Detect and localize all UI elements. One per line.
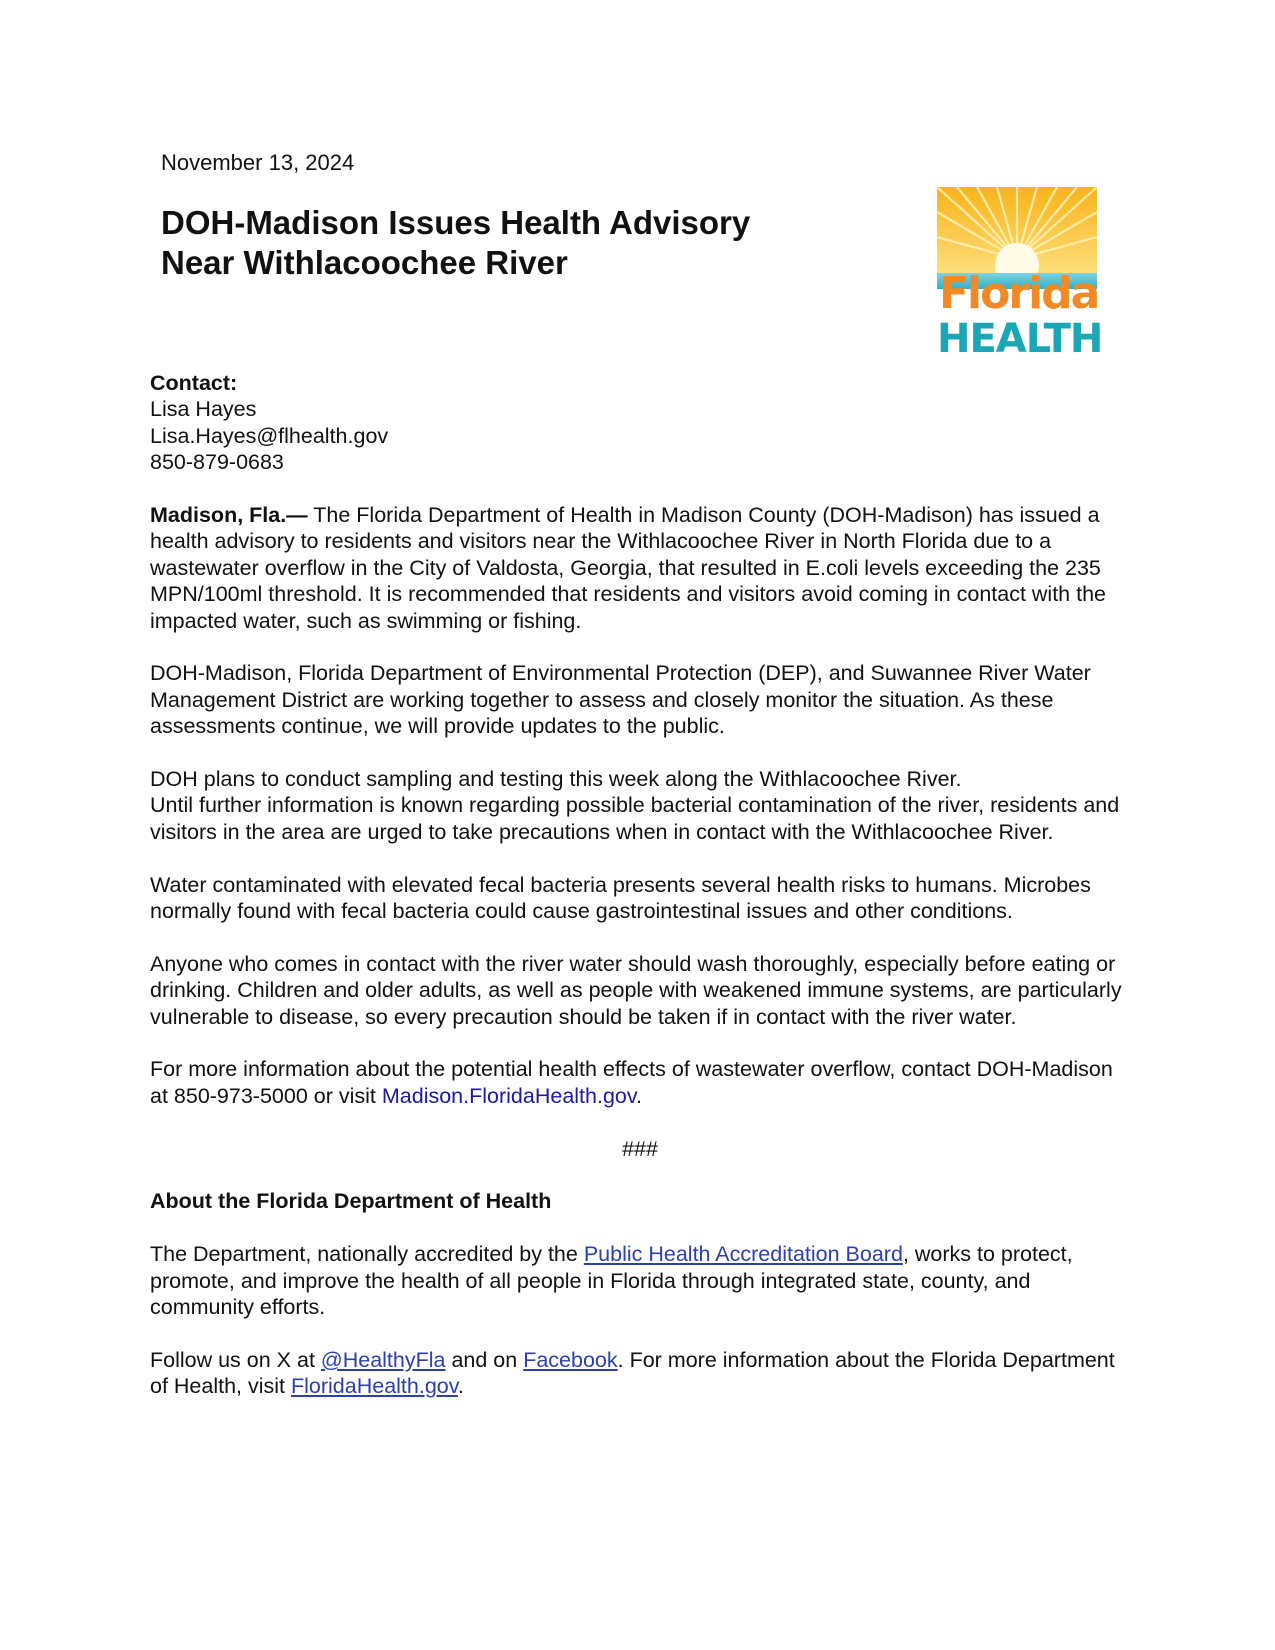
paragraph-3-line-1: DOH plans to conduct sampling and testing this week along the Withlacoochee River.: [150, 767, 962, 792]
floridahealth-link[interactable]: FloridaHealth.gov: [291, 1374, 458, 1399]
logo-word-health: HEALTH: [937, 316, 1103, 362]
florida-health-logo: [937, 187, 1103, 367]
contact-label: Contact:: [150, 371, 238, 395]
logo-word-florida: Florida: [939, 268, 1099, 319]
madison-health-link[interactable]: Madison.FloridaHealth.gov: [381, 1083, 637, 1108]
paragraph-5: Anyone who comes in contact with the river water should wash thoroughly, especially before eating or drinking. Children and older adults, as well as people with weakened immune systems, are particularly vulnerable to disease, so every precaution should be taken if in contact with the river water.: [150, 951, 1122, 1029]
about-p2-text-b: and on: [445, 1347, 524, 1372]
release-date: November 13, 2024: [161, 150, 355, 175]
press-release-body: [150, 370, 1130, 1426]
paragraph-1-text: The Florida Department of Health in Madison County (DOH-Madison) has issued a health advisory to residents and visitors near the Withlacoochee River in North Florida due to a wastewater overflow in the City of Valdosta, Georgia, that resulted in E.coli levels exceeding the 235 MPN/100ml threshold. It is recommended that residents and visitors avoid coming in contact with the impacted water, such as swimming or fishing.: [150, 503, 1107, 633]
about-p1-text-b: , works to protect, promote, and improve the health of all people in Florida through integrated state, county, and community efforts.: [150, 1242, 1073, 1320]
title-line-1: DOH-Madison Issues Health Advisory: [161, 204, 751, 241]
end-separator: ###: [622, 1136, 658, 1161]
about-paragraph-2: [150, 1347, 1130, 1400]
dateline: Madison, Fla.—: [150, 503, 308, 528]
about-heading: About the Florida Department of Health: [150, 1189, 552, 1214]
about-p1-text-a: The Department, nationally accredited by the: [150, 1242, 584, 1267]
healthyfla-x-link[interactable]: @HealthyFla: [320, 1347, 446, 1372]
title-line-2: Near Withlacoochee River: [161, 244, 568, 281]
about-p2-text-a: Follow us on X at: [150, 1347, 321, 1372]
paragraph-2: DOH-Madison, Florida Department of Environmental Protection (DEP), and Suwannee River Water Management District are working together to assess and closely monitor the situation. As these assessments continue, we will provide updates to the public.: [150, 661, 1091, 739]
contact-phone: 850-879-0683: [150, 450, 284, 475]
accreditation-board-link[interactable]: Public Health Accreditation Board: [583, 1242, 903, 1267]
facebook-link[interactable]: Facebook: [523, 1347, 618, 1372]
paragraph-6: [150, 1056, 1130, 1109]
about-p2-text-c: . For more information about the Florida Department of Health, visit: [150, 1347, 1115, 1399]
contact-name: Lisa Hayes: [150, 397, 257, 422]
about-paragraph-1: [150, 1241, 1130, 1320]
paragraph-3: [150, 766, 1130, 845]
contact-block: [150, 370, 1130, 476]
paragraph-4: Water contaminated with elevated fecal bacteria presents several health risks to humans. Microbes normally found with fecal bacteria could cause gastrointestinal issues and other conditions.: [150, 872, 1091, 924]
contact-email: Lisa.Hayes@flhealth.gov: [150, 423, 389, 448]
paragraph-6-end: .: [636, 1083, 643, 1108]
paragraph-3-rest: Until further information is known regarding possible bacterial contamination of the river, residents and visitors in the area are urged to take precautions when in contact with the Withlacoochee River.: [150, 793, 1120, 844]
paragraph-6-text: For more information about the potential health effects of wastewater overflow, contact DOH-Madison at 850-973-5000 or visit: [150, 1057, 1113, 1108]
paragraph-1: [150, 502, 1130, 634]
page-title: [161, 203, 881, 283]
about-p2-text-d: .: [457, 1374, 464, 1399]
